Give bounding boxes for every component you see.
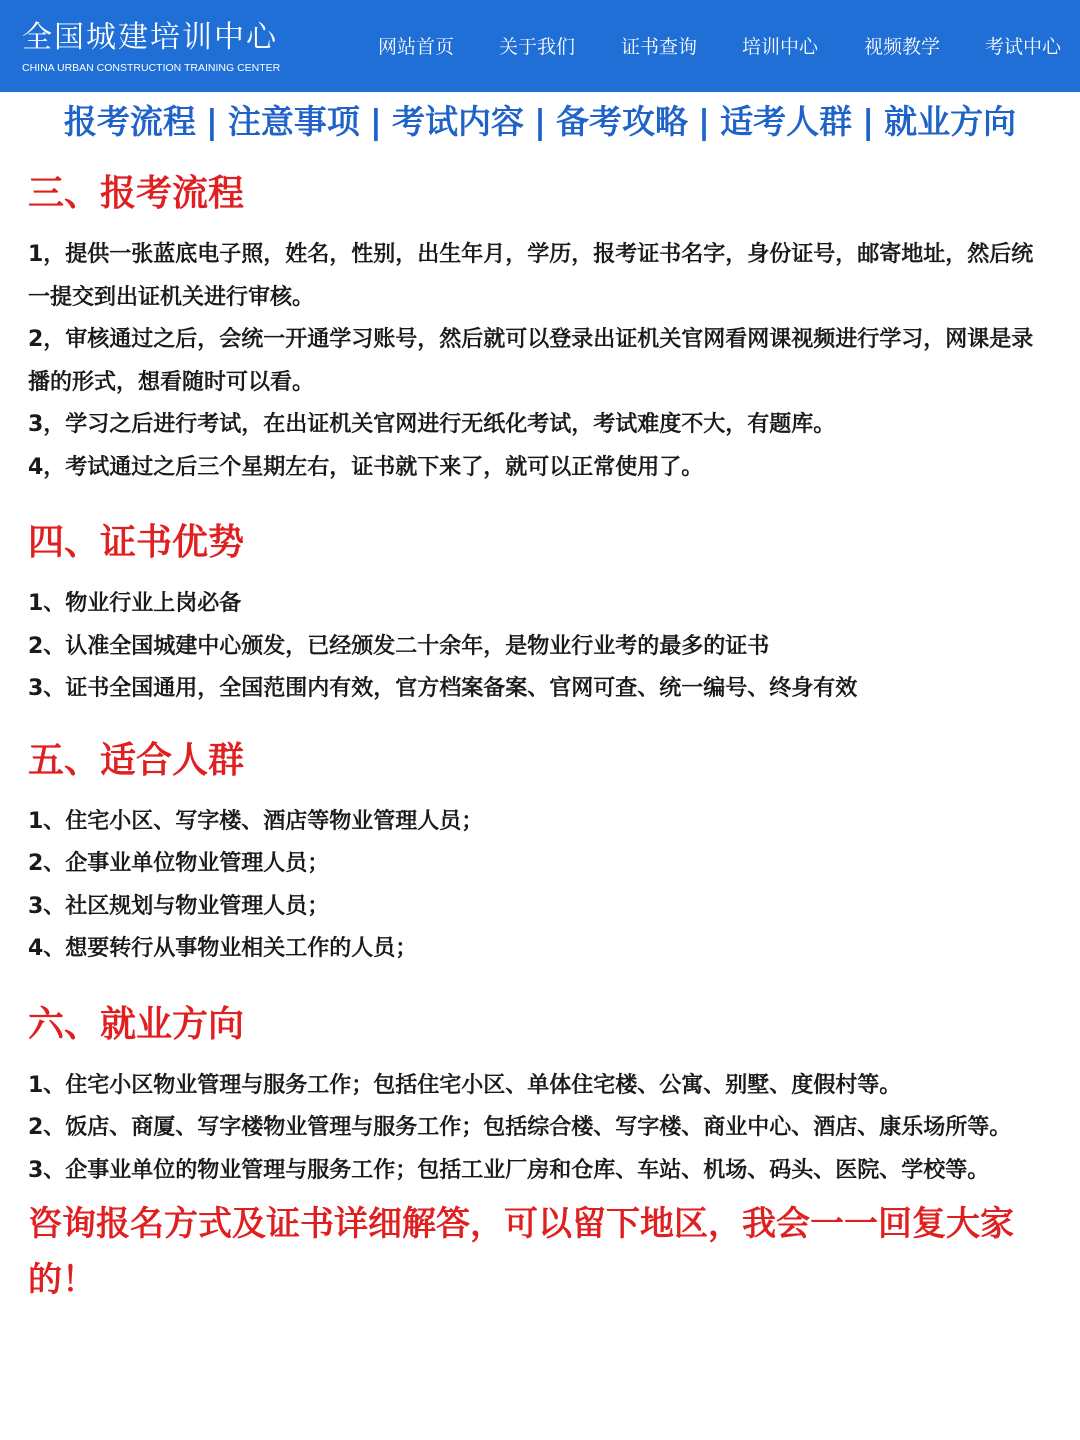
nav-certificate-query[interactable]: 证书查询 bbox=[621, 36, 698, 58]
list-item: 1、住宅小区物业管理与服务工作；包括住宅小区、单体住宅楼、公寓、别墅、度假村等。 bbox=[28, 1072, 902, 1098]
brand-title: 全国城建培训中心 bbox=[22, 20, 278, 55]
main-content bbox=[28, 168, 1052, 1308]
section-title-advantages: 四、证书优势 bbox=[28, 522, 245, 563]
audience-list bbox=[28, 801, 1052, 971]
list-item: 3、企事业单位的物业管理与服务工作；包括工业厂房和仓库、车站、机场、码头、医院、学校等。 bbox=[28, 1157, 990, 1183]
nav-home[interactable]: 网站首页 bbox=[378, 36, 455, 58]
nav-about[interactable]: 关于我们 bbox=[499, 36, 576, 58]
section-title-process: 三、报考流程 bbox=[28, 173, 245, 214]
advantages-list bbox=[28, 583, 1052, 711]
nav-video-teaching[interactable]: 视频教学 bbox=[864, 36, 941, 58]
list-item: 2、认准全国城建中心颁发，已经颁发二十余年，是物业行业考的最多的证书 bbox=[28, 633, 770, 659]
consultation-callout: 咨询报名方式及证书详细解答，可以留下地区，我会一一回复大家的！ bbox=[28, 1204, 1014, 1300]
list-item: 1、物业行业上岗必备 bbox=[28, 591, 242, 616]
tab-separator: | bbox=[862, 102, 875, 141]
list-item: 1，提供一张蓝底电子照，姓名，性别，出生年月，学历，报考证书名字，身份证号，邮寄地址，然后统一提交到出证机关进行审核。 bbox=[28, 242, 1034, 310]
list-item: 3，学习之后进行考试，在出证机关官网进行无纸化考试，考试难度不大，有题库。 bbox=[28, 412, 836, 437]
tab-exam-content[interactable]: 考试内容 bbox=[391, 102, 524, 141]
list-item: 3、证书全国通用，全国范围内有效，官方档案备案、官网可查、统一编号、终身有效 bbox=[28, 676, 858, 701]
tab-application-process[interactable]: 报考流程 bbox=[63, 102, 196, 141]
tab-separator: | bbox=[533, 102, 547, 141]
list-item: 2、企事业单位物业管理人员； bbox=[28, 851, 330, 876]
list-item: 4、想要转行从事物业相关工作的人员； bbox=[28, 936, 418, 961]
tab-notes[interactable]: 注意事项 bbox=[227, 102, 360, 141]
list-item: 2，审核通过之后，会统一开通学习账号，然后就可以登录出证机关官网看网课视频进行学习，网课是录播的形式，想看随时可以看。 bbox=[28, 327, 1034, 395]
list-item: 1、住宅小区、写字楼、酒店等物业管理人员； bbox=[28, 808, 484, 834]
tab-separator: | bbox=[205, 102, 218, 141]
process-list bbox=[28, 234, 1052, 489]
site-header bbox=[0, 0, 1080, 92]
section-title-audience: 五、适合人群 bbox=[28, 739, 245, 781]
tab-target-audience[interactable]: 适考人群 bbox=[720, 102, 853, 141]
section-tabs bbox=[0, 100, 1080, 144]
main-nav bbox=[0, 33, 1080, 61]
nav-exam-center[interactable]: 考试中心 bbox=[985, 36, 1062, 58]
list-item: 2、饭店、商厦、写字楼物业管理与服务工作；包括综合楼、写字楼、商业中心、酒店、康乐场所等。 bbox=[28, 1115, 1012, 1140]
tab-separator: | bbox=[698, 102, 711, 141]
career-list bbox=[28, 1065, 1052, 1193]
section-title-career: 六、就业方向 bbox=[28, 1003, 245, 1045]
brand-subtitle: CHINA URBAN CONSTRUCTION TRAINING CENTER bbox=[22, 62, 281, 74]
nav-training-center[interactable]: 培训中心 bbox=[742, 36, 819, 58]
list-item: 3、社区规划与物业管理人员； bbox=[28, 893, 330, 919]
list-item: 4，考试通过之后三个星期左右，证书就下来了，就可以正常使用了。 bbox=[28, 454, 704, 480]
tab-separator: | bbox=[369, 102, 382, 141]
tab-career-direction[interactable]: 就业方向 bbox=[884, 102, 1017, 141]
tab-study-guide[interactable]: 备考攻略 bbox=[556, 102, 689, 141]
